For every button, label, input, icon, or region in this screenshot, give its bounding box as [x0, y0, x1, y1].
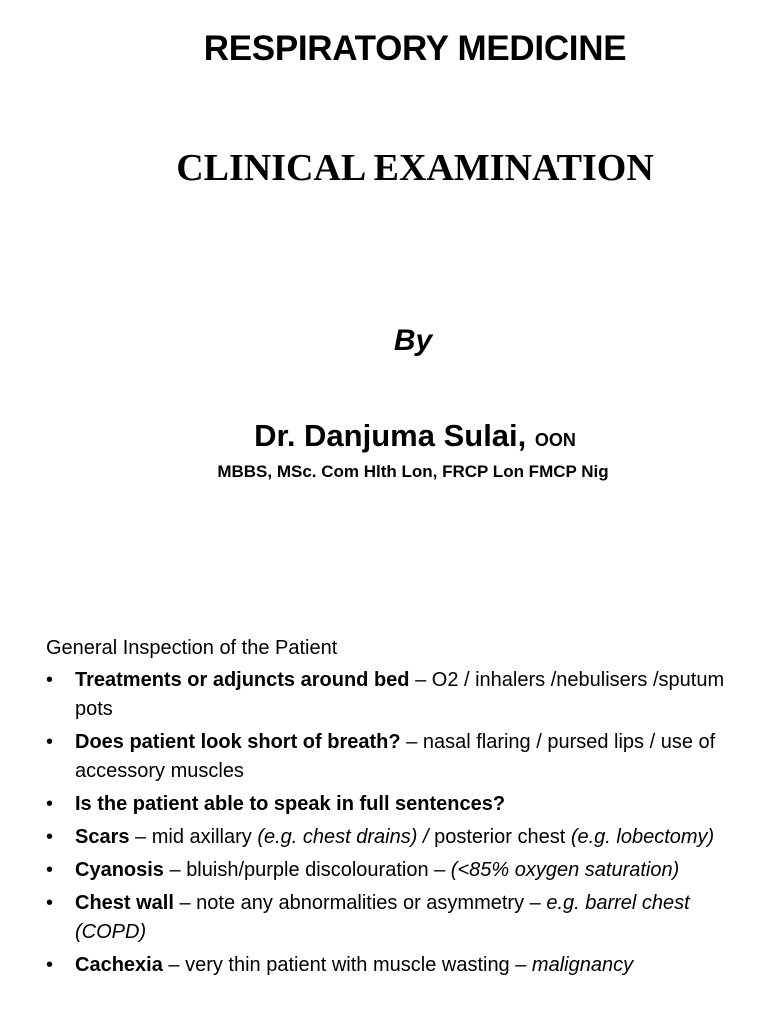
author-line [0, 418, 768, 454]
item-example: (e.g. chest drains) / [257, 826, 429, 848]
author-qualifications: MBBS, MSc. Com Hlth Lon, FRCP Lon FMCP Nig [217, 462, 609, 481]
item-example: (e.g. lobectomy) [570, 826, 715, 848]
item-term: Is the patient able to speak in full sentences? [75, 793, 506, 815]
bullet-icon: • [46, 669, 54, 691]
list-item: • Treatments or adjuncts around bed – O2 / inhalers /nebulisers /sputum pots [46, 666, 736, 724]
list-item: • Scars – mid axillary (e.g. chest drains) / posterior chest (e.g. lobectomy) [46, 823, 736, 852]
item-example: (<85% oxygen saturation) [450, 859, 680, 881]
item-term: Cyanosis [75, 859, 164, 881]
page-subtitle: CLINICAL EXAMINATION [176, 147, 654, 189]
list-item: • Chest wall – note any abnormalities or asymmetry – e.g. barrel chest (COPD) [46, 889, 736, 947]
item-term: Cachexia [75, 954, 163, 976]
author-name: Dr. Danjuma Sulai, [254, 418, 527, 453]
item-text: O2 / inhalers /nebulisers /sputum pots [75, 669, 725, 720]
bullet-icon: • [46, 892, 54, 914]
by-label: By [393, 324, 433, 357]
item-term: Scars [75, 826, 130, 848]
item-text: bluish/purple discolouration – [186, 859, 451, 881]
bullet-icon: • [46, 954, 54, 976]
item-term: Treatments or adjuncts around bed [75, 669, 410, 691]
bullet-list [46, 666, 736, 980]
list-item: • Cyanosis – bluish/purple discolouration – (<85% oxygen saturation) [46, 856, 736, 885]
bullet-icon: • [46, 826, 54, 848]
list-item: • Cachexia – very thin patient with muscle wasting – malignancy [46, 951, 736, 980]
list-item [46, 790, 736, 819]
item-term: Does patient look short of breath? [75, 731, 401, 753]
item-text: note any abnormalities or asymmetry – [196, 892, 547, 914]
item-text: very thin patient with muscle wasting – [185, 954, 532, 976]
bullet-icon: • [46, 859, 54, 881]
item-example: malignancy [531, 954, 634, 976]
content-section [46, 634, 736, 984]
author-honour: OON [534, 430, 576, 450]
item-term: Chest wall [75, 892, 174, 914]
page-title: RESPIRATORY MEDICINE [203, 29, 627, 68]
item-example: e.g. barrel chest (COPD) [75, 892, 690, 943]
bullet-icon: • [46, 731, 54, 753]
item-text: mid axillary [151, 826, 258, 848]
item-text: posterior chest [428, 826, 571, 848]
bullet-icon: • [46, 793, 54, 815]
item-text: nasal flaring / pursed lips / use of accessory muscles [75, 731, 716, 782]
section-heading: General Inspection of the Patient [46, 637, 338, 659]
list-item: • Does patient look short of breath? – nasal flaring / pursed lips / use of accessory muscles [46, 728, 736, 786]
